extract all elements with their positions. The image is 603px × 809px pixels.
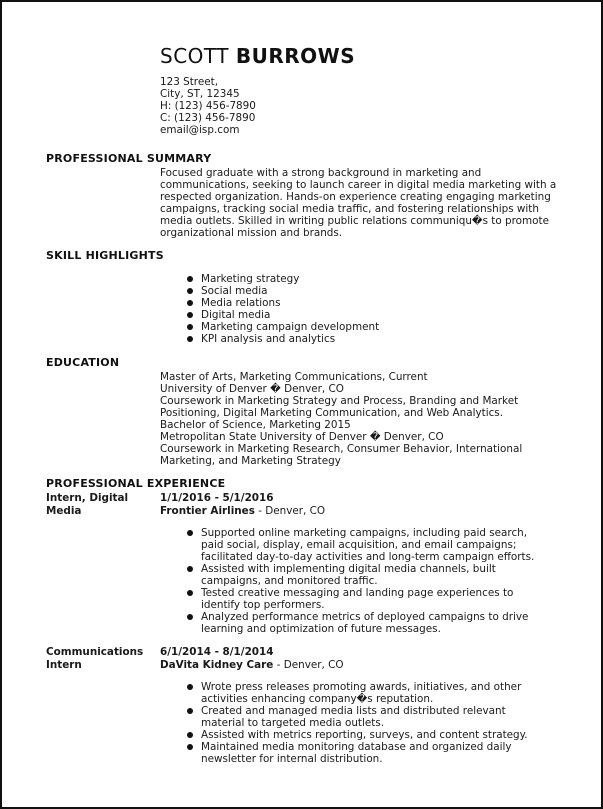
education-heading: EDUCATION (46, 356, 120, 369)
skills-list (186, 273, 546, 345)
job-bullet: Supported online marketing campaigns, including paid search, paid social, display, email acquisition, and email campaigns; facilitated day-to-day activities and long-term campaign efforts. (186, 527, 546, 563)
job-dates: 6/1/2014 - 8/1/2014 (160, 646, 274, 658)
education-details (160, 371, 560, 467)
job-title: Communications Intern (46, 646, 144, 671)
education-line: Coursework in Marketing Strategy and Process, Branding and Market (160, 395, 519, 407)
skill-item: Media relations (186, 297, 546, 309)
skill-item: Marketing campaign development (186, 321, 546, 333)
education-line: University of Denver � Denver, CO (160, 383, 344, 395)
job-bullet: Wrote press releases promoting awards, initiatives, and other activities enhancing company�s reputation. (186, 681, 546, 705)
job-bullets (186, 681, 546, 765)
skill-item: KPI analysis and analytics (186, 333, 546, 345)
first-name: SCOTT (160, 44, 229, 68)
job-company-line (160, 505, 325, 518)
home-phone: H: (123) 456-7890 (160, 100, 256, 112)
last-name: BURROWS (235, 44, 356, 68)
job-bullet: Assisted with implementing digital media channels, built campaigns, and monitored traffic. (186, 563, 546, 587)
company-name: Frontier Airlines (160, 505, 255, 517)
experience-heading: PROFESSIONAL EXPERIENCE (46, 477, 226, 490)
education-line: Bachelor of Science, Marketing 2015 (160, 419, 351, 431)
company-name: DaVita Kidney Care (160, 659, 274, 671)
cell-phone: C: (123) 456-7890 (160, 112, 256, 124)
skill-item: Digital media (186, 309, 546, 321)
skill-item: Marketing strategy (186, 273, 546, 285)
skills-heading: SKILL HIGHLIGHTS (46, 249, 164, 262)
job-bullet: Assisted with metrics reporting, surveys, and content strategy. (186, 729, 546, 741)
job-bullet: Analyzed performance metrics of deployed campaigns to drive learning and optimization of future messages. (186, 611, 546, 635)
summary-heading: PROFESSIONAL SUMMARY (46, 152, 212, 165)
job-bullets (186, 527, 546, 635)
company-location: - Denver, CO (273, 659, 344, 671)
education-line: Metropolitan State University of Denver � Denver, CO (160, 431, 444, 443)
education-line: Marketing, and Marketing Strategy (160, 455, 341, 467)
company-location: - Denver, CO (254, 505, 326, 517)
summary-text: Focused graduate with a strong background in marketing and communications, seeking to launch career in digital media marketing with a respected organization. Hands-on experience creating engaging marketing campaigns, tracking social media traffic, and fostering relationships with media outlets. Skilled in writing public relations communiqu�s to promote organizational mission and brands. (160, 167, 557, 239)
candidate-name (160, 44, 355, 68)
education-line: Master of Arts, Marketing Communications, Current (160, 371, 428, 383)
skill-item: Social media (186, 285, 546, 297)
education-line: Positioning, Digital Marketing Communication, and Web Analytics. (160, 407, 504, 419)
email: email@isp.com (160, 124, 240, 136)
contact-info (160, 76, 256, 136)
job-dates: 1/1/2016 - 5/1/2016 (160, 492, 274, 504)
address-line-1: 123 Street, (160, 76, 219, 88)
job-bullet: Tested creative messaging and landing page experiences to identify top performers. (186, 587, 546, 611)
job-company-line (160, 659, 344, 672)
education-line: Coursework in Marketing Research, Consumer Behavior, International (160, 443, 523, 455)
job-title: Intern, Digital Media (46, 492, 129, 517)
job-bullet: Created and managed media lists and distributed relevant material to targeted media outlets. (186, 705, 546, 729)
address-line-2: City, ST, 12345 (160, 88, 240, 100)
job-bullet: Maintained media monitoring database and organized daily newsletter for internal distribution. (186, 741, 546, 765)
